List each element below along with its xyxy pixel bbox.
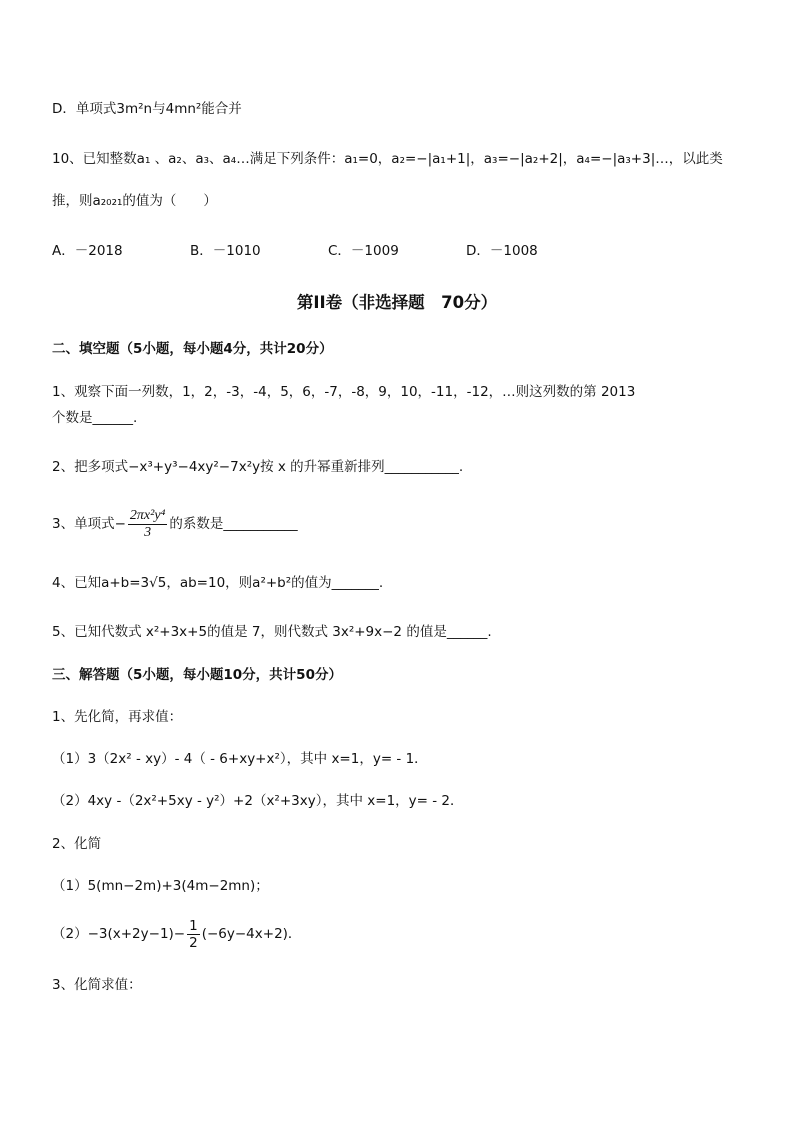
- question10-options: [52, 242, 752, 260]
- fill-item-3-prefix: 3、单项式−: [52, 516, 126, 532]
- option-a: A．－2018: [52, 243, 123, 259]
- fill-item-3-suffix: 的系数是___________: [169, 516, 298, 532]
- answer-heading: 三、解答题（5小题，每小题10分，共计50分）: [52, 667, 342, 683]
- fill-blank-heading: 二、填空题（5小题，每小题4分，共计20分）: [52, 341, 333, 357]
- option-c: C．－1009: [328, 243, 399, 259]
- option-d: D．－1008: [466, 243, 538, 259]
- fraction-q3-numerator: 2πx²y⁴: [129, 507, 166, 523]
- answer-item-1-part2: （2）4xy -（2x²+5xy - y²）+2（x²+3xy），其中 x=1，y= - 2．: [52, 793, 464, 809]
- fill-item-3: [52, 506, 298, 542]
- fraction-a2-numerator: 1: [189, 917, 198, 934]
- option-b: B．－1010: [190, 243, 261, 259]
- fill-item-2: 2、把多项式−x³+y³−4xy²−7x²y按 x 的升幂重新排列___________.: [52, 459, 464, 475]
- question10-stem-line1: 10、已知整数a₁ 、a₂、a₃、a₄…满足下列条件：a₁=0，a₂=−|a₁+1|，a₃=−|a₂+2|，a₄=−|a₃+3|…，以此类: [52, 151, 723, 167]
- answer-item-2-part2-prefix: （2）−3(x+2y−1)−: [52, 926, 186, 942]
- answer-item-2-part2: [52, 916, 301, 952]
- question9-option-d: D．单项式3m²n与4mn²能合并: [52, 101, 242, 117]
- fraction-a2-denominator: 2: [189, 934, 198, 951]
- answer-item-3: 3、化简求值：: [52, 977, 142, 993]
- fraction-q3-denominator: 3: [144, 524, 152, 540]
- section-title: 第II卷（非选择题 70分）: [296, 293, 498, 312]
- fill-item-1-line1: 1、观察下面一列数，1，2，-3，-4，5，6，-7，-8，9，10，-11，-12，…则这列数的第 2013: [52, 384, 636, 400]
- fill-item-5: 5、已知代数式 x²+3x+5的值是 7，则代数式 3x²+9x−2 的值是______.: [52, 624, 492, 640]
- question10-stem-line2: 推，则a₂₀₂₁的值为（ ）: [52, 193, 217, 209]
- fill-item-4: 4、已知a+b=3√5，ab=10，则a²+b²的值为_______.: [52, 575, 384, 591]
- answer-item-2: 2、化简: [52, 836, 102, 852]
- answer-item-1: 1、先化简，再求值：: [52, 709, 183, 725]
- fraction-a2: [187, 918, 200, 951]
- answer-item-1-part1: （1）3（2x² - xy）- 4（ - 6+xy+x²），其中 x=1，y= - 1．: [52, 751, 428, 767]
- answer-item-2-part2-suffix: (−6y−4x+2)．: [201, 926, 302, 942]
- fraction-q3: [128, 508, 168, 541]
- fill-item-1-line2: 个数是______.: [52, 410, 138, 426]
- answer-item-2-part1: （1）5(mn−2m)+3(4m−2mn)；: [52, 878, 269, 894]
